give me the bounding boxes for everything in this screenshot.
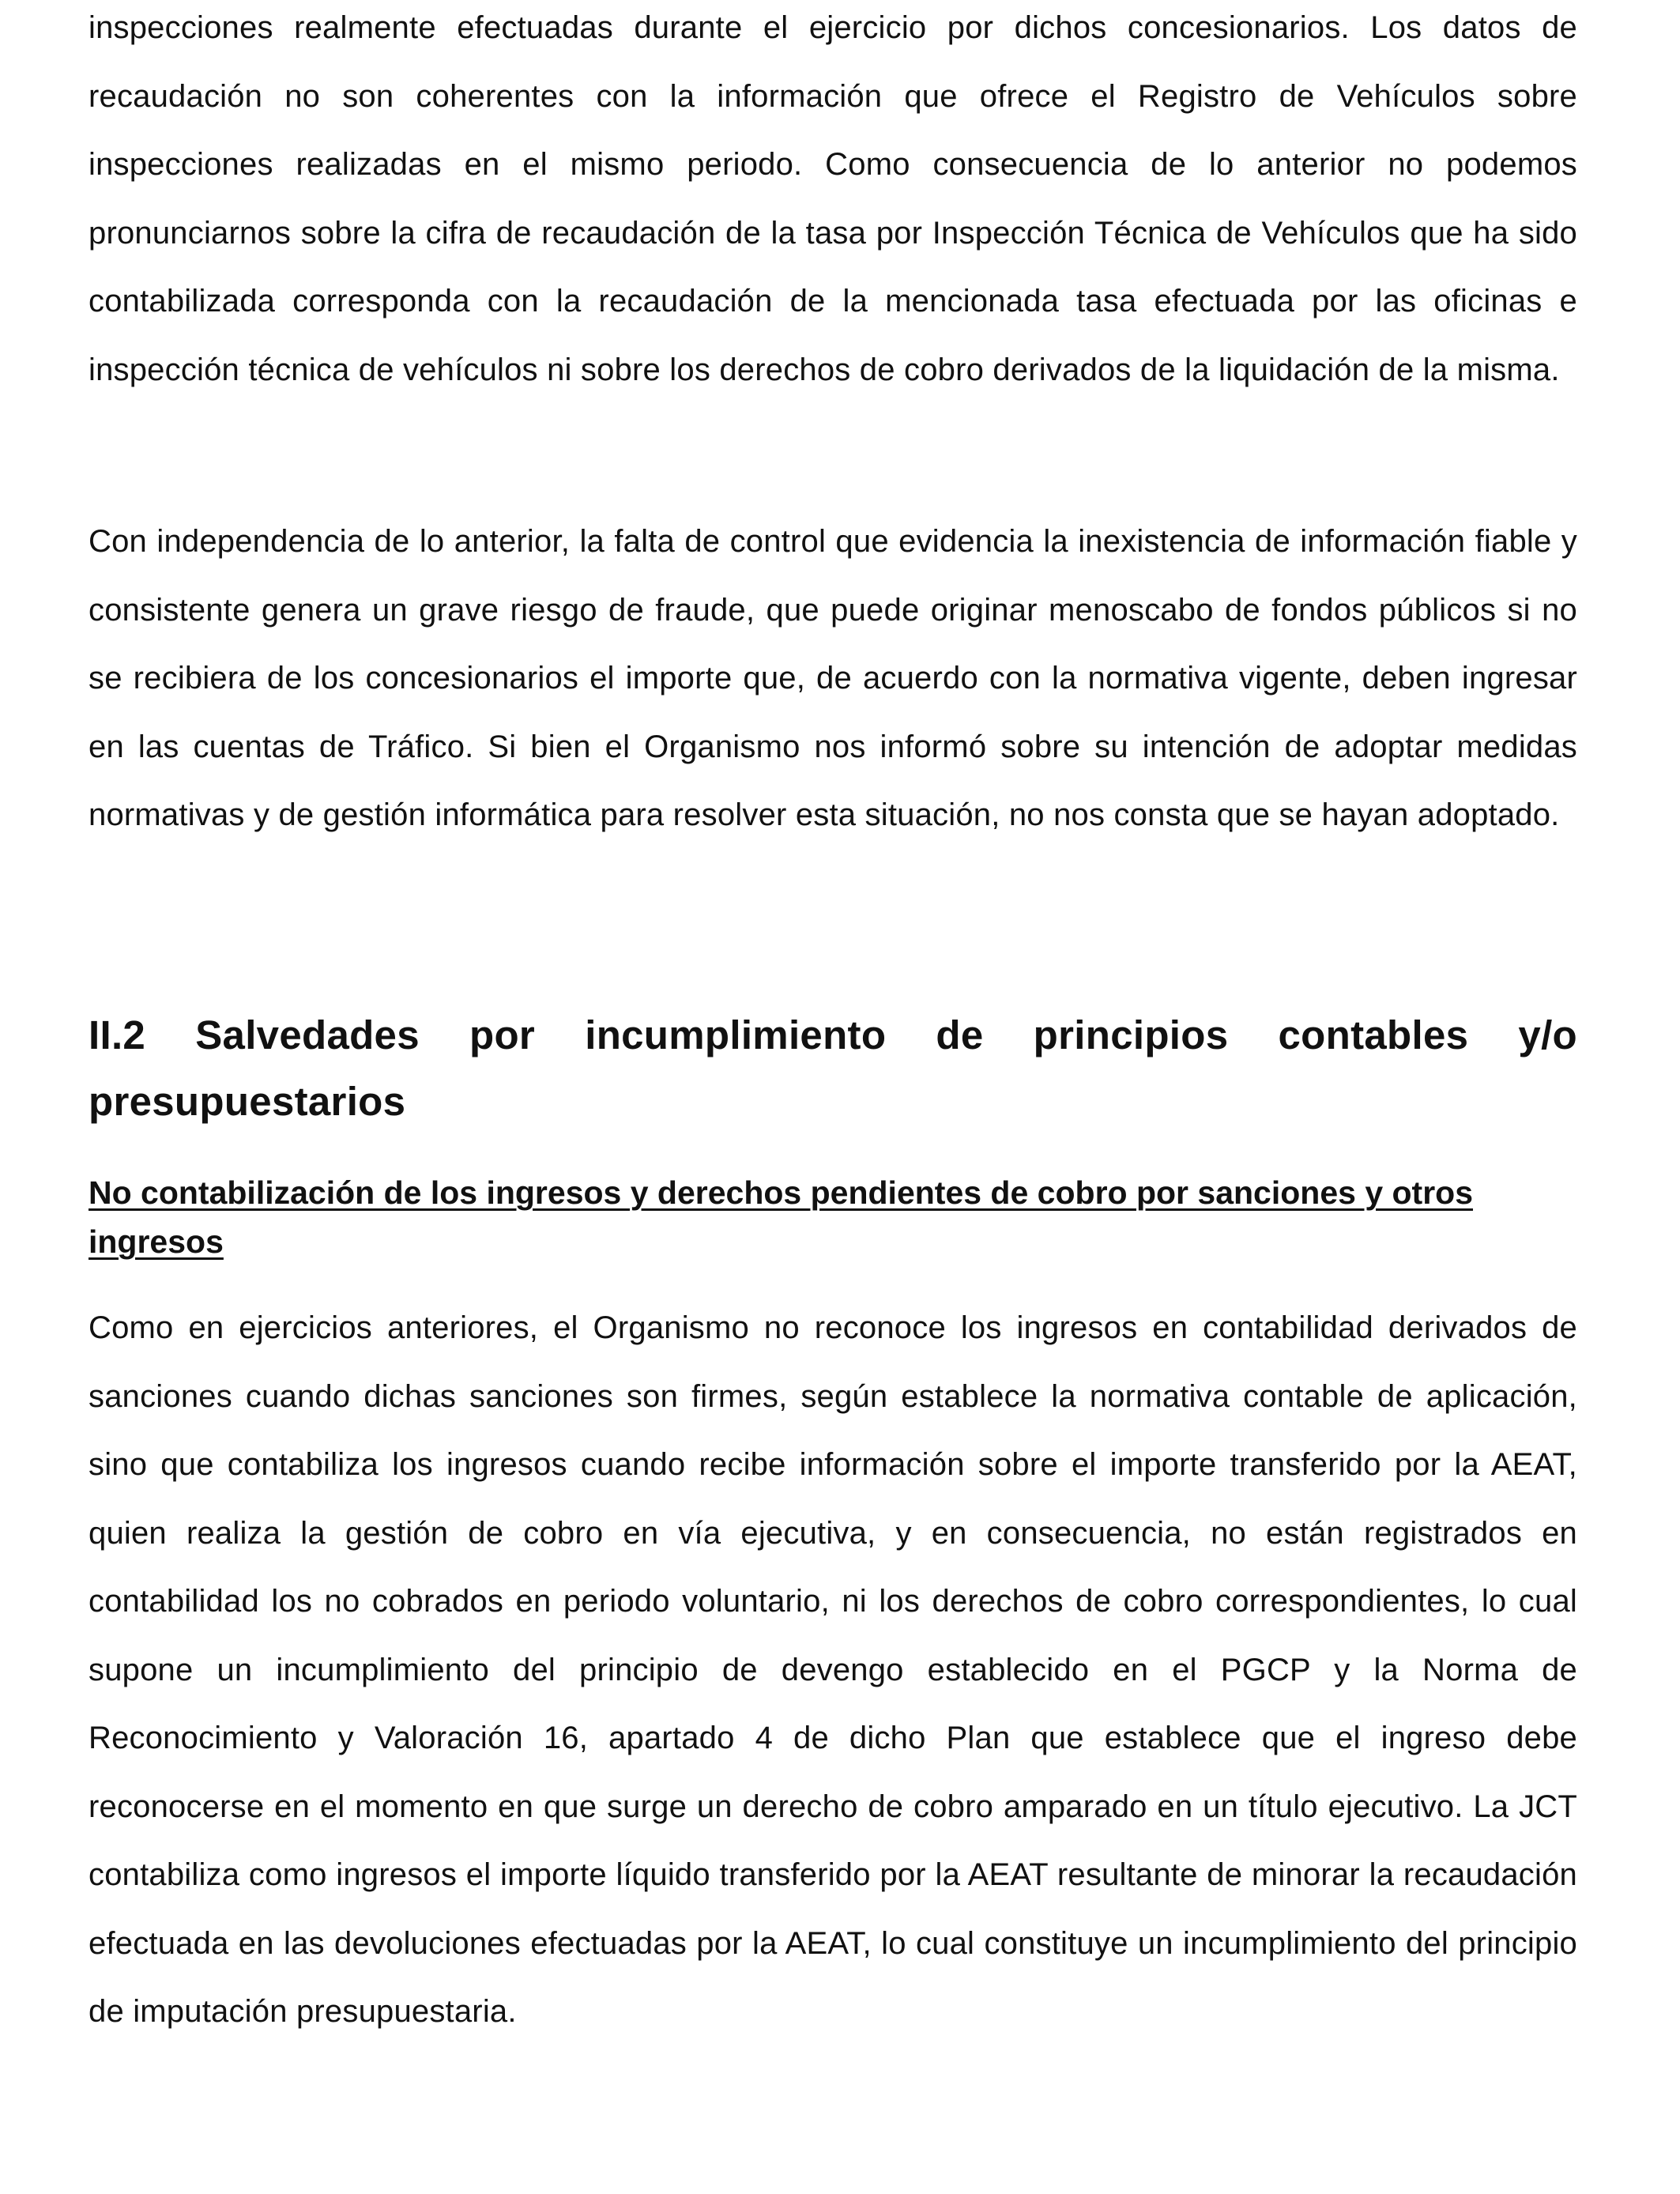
subsection-heading: No contabilización de los ingresos y derechos pendientes de cobro por sanciones y otros ingresos <box>89 1174 1474 1260</box>
paragraph-fraud-risk: Con independencia de lo anterior, la falta de control que evidencia la inexistencia de información fiable y consistente genera un grave riesgo de fraude, que puede originar menoscabo de fondos públicos si no se recibiera de los concesionarios el importe que, de acuerdo con la normativa vigente, deben ingresar en las cuentas de Tráfico. Si bien el Organismo nos informó sobre su intención de adoptar medidas normativas y de gestión informática para resolver esta situación, no nos consta que se hayan adoptado. <box>89 524 1577 832</box>
section-heading: II.2 Salvedades por incumplimiento de principios contables y/o presupuestarios <box>89 1012 1577 1124</box>
paragraph-sanctions-accounting: Como en ejercicios anteriores, el Organismo no reconoce los ingresos en contabilidad derivados de sanciones cuando dichas sanciones son firmes, según establece la normativa contable de aplicación, sino que contabiliza los ingresos cuando recibe información sobre el importe transferido por la AEAT, quien realiza la gestión de cobro en vía ejecutiva, y en consecuencia, no están registrados en contabilidad los no cobrados en periodo voluntario, ni los derechos de cobro correspondientes, lo cual supone un incumplimiento del principio de devengo establecido en el PGCP y la Norma de Reconocimiento y Valoración 16, apartado 4 de dicho Plan que establece que el ingreso debe reconocerse en el momento en que surge un derecho de cobro amparado en un título ejecutivo. La JCT contabiliza como ingresos el importe líquido transferido por la AEAT resultante de minorar la recaudación efectuada en las devoluciones efectuadas por la AEAT, lo cual constituye un incumplimiento del principio de imputación presupuestaria. <box>89 1310 1577 2029</box>
paragraph-inspection-revenue: inspecciones realmente efectuadas durante el ejercicio por dichos concesionarios. Los datos de recaudación no son coherentes con la información que ofrece el Registro de Vehículos sobre inspecciones realizadas en el mismo periodo. Como consecuencia de lo anterior no podemos pronunciarnos sobre la cifra de recaudación de la tasa por Inspección Técnica de Vehículos que ha sido contabilizada corresponda con la recaudación de la mencionada tasa efectuada por las oficinas e inspección técnica de vehículos ni sobre los derechos de cobro derivados de la liquidación de la misma. <box>89 10 1577 387</box>
